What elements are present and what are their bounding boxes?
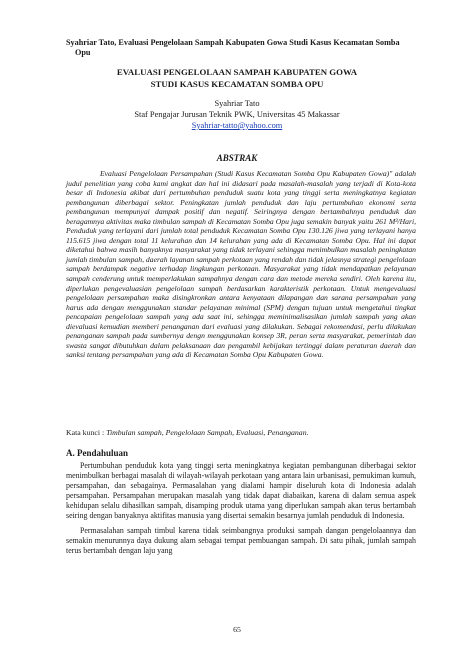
body-paragraph-1: Pertumbuhan penduduk kota yang tinggi serta meningkatnya kegiatan pembangunan diberbagai sektor menimbulkan berbagai masalah di wilayah-wilayah perkotaan yang antara lain urbanisasi, pemukiman kumuh, persampahan, dan sebagainya. Permasalahan yang dialami hampir diseluruh kota di Indonesia adalah persampahan. Persampahan merupakan masalah yang tidak dapat diabaikan, karena di dalam semua aspek kehidupan selalu dihasilkan sampah, disamping produk utama yang diperlukan sampah akan terus bertambah seiring dengan banyaknya aktifitas manusia yang disertai semakin besarnya jumlah penduduk di Indonesia.: [66, 461, 416, 521]
keywords-value: Timbulan sampah, Pengelolaan Sampah, Evaluasi, Penanganan.: [106, 428, 309, 437]
running-header-line-1: Syahriar Tato, Evaluasi Pengelolaan Sampah Kabupaten Gowa Studi Kasus Kecamatan Somba: [66, 38, 400, 47]
abstract-body: [66, 169, 416, 360]
page-number: 65: [233, 625, 241, 634]
running-header: [66, 38, 416, 58]
author-email-link[interactable]: Syahriar-tatto@yahoo.com: [191, 121, 283, 130]
keywords: [66, 428, 426, 438]
running-header-line-2: Opu: [75, 48, 91, 57]
abstract-paragraph: Evaluasi Pengelolaan Persampahan (Studi Kasus Kecamatan Somba Opu Kabupaten Gowa)" adalah judul penelitian yang coba kami angkat dan hal ini didasari pada masalah-masalah yang terjadi di Kota-kota besar di Indonesia akibat dari pertumbuhan penduduk suatu kota yang tinggi serta meningkatnya kegiatan pembangunan diberbagai sektor. Peningkatan jumlah penduduk dan laju pertumbuhan ekonomi serta pembangunan mempunyai dampak positif dan negatif. Seiringnya dengan bertambahnya penduduk dan beragamnya aktivitas maka timbulan sampah di Kecamatan Somba Opu juga semakin banyak yaitu 261 M³/Hari, Penduduk yang terlayani dari jumlah total penduduk Kecamatan Somba Opu 130.126 jiwa yang terlayani hanya 115.615 jiwa dengan total 11 kelurahan dan 14 kelurahan yang ada di Kecamatan Somba Opu. Hal ini dapat diketahui bahwa masih banyaknya masyarakat yang tidak terlayani sehingga menimbulkan masalah peningkatan jumlah timbulan sampah, daerah layanan sampah perkotaan yang rendah dan tidak jelasnya strategi pengelolaan sampah berdampak negative terhadap lingkungan perkotaan. Masyarakat yang tidak mendapatkan pelayanan sampah cenderung untuk memperlakukan sampahnya dengan cara dan metode mereka sendiri. Oleh karena itu, diperlukan pengevaluasian pengelolaan sampah berdasarkan karakteristik perkotaan. Untuk mengevaluasi pengelolaan persampahan maka disingkronkan antara kenyataan dilapangan dan sarana persampahan yang harus ada dengan menggunakan standar pelayanan minimal (SPM) dengan tujuan untuk mengetahui tingkat pencapaian pengelolaan sampah yang ada saat ini, sehingga meminimalisasikan jumlah sampah yang akan dievaluasi kemudian memberi penanganan dari evaluasi yang dilakukan. Sebagai rekomendasi, perlu dilakukan penanganan sampah pada sumbernya dengn menggunakan konsep 3R, peran serta masyarakat, pemerintah dan swasta sangat dibutuhkan dalam pelaksanaan dan pengambil kebijakan tertinggi dalam peraturan daerah dan sanksi tentang persampahan yang ada di Kecamatan Somba Opu Kabupaten Gowa.: [66, 169, 416, 360]
keywords-label: Kata kunci :: [66, 428, 107, 437]
author-affiliation: Staf Pengajar Jurusan Teknik PWK, Universitas 45 Makassar: [134, 110, 340, 119]
paper-title-line-1: EVALUASI PENGELOLAAN SAMPAH KABUPATEN GOWA: [116, 67, 358, 77]
section-body: [66, 461, 416, 560]
abstract-heading: ABSTRAK: [216, 153, 258, 163]
body-paragraph-2: Permasalahan sampah timbul karena tidak seimbangnya produksi sampah dangan pengelolaannya dan semakin menurunnya daya dukung alam sebagai tempat pembuangan sampah. Di satu pihak, jumlah sampah terus bertambah dengan laju yang: [66, 525, 416, 555]
paper-title-line-2: STUDI KASUS KECAMATAN SOMBA OPU: [150, 79, 324, 89]
section-heading: A. Pendahuluan: [66, 448, 129, 458]
author-name: Syahriar Tato: [214, 99, 260, 108]
